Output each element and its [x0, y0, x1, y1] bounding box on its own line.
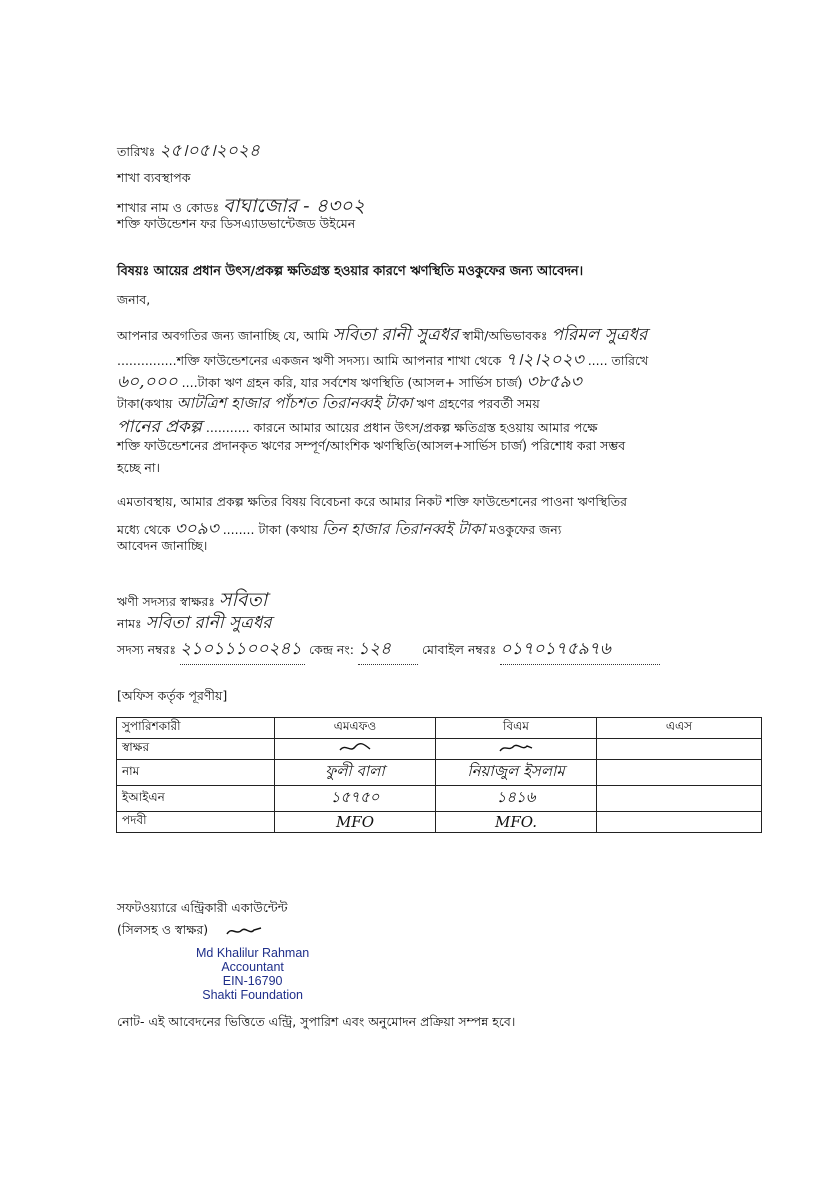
- signature-mark: [497, 742, 535, 754]
- bm-signature: [436, 739, 597, 760]
- loan-amount-handwritten: ৬০,০০০: [117, 372, 178, 392]
- table-row: [117, 786, 762, 812]
- subject: বিষয়ঃ আয়ের প্রধান উৎস/প্রকল্প ক্ষতিগ্রস্ত হওয়ার কারণে ঋণস্থিতি মওকুফের জন্য আবেদন।: [117, 264, 584, 279]
- row-label: পদবী: [117, 812, 275, 833]
- mfo-name: ফুলী বালা: [275, 760, 436, 786]
- borrower-ids-line: [117, 636, 660, 665]
- row-label: ইআইএন: [117, 786, 275, 812]
- branch-value: বাঘাজোর - ৪৩০২: [223, 195, 365, 217]
- applicant-name-handwritten: সবিতা রানী সুত্রধর: [332, 325, 459, 345]
- para1-line1: [117, 322, 647, 350]
- date-line: [117, 138, 260, 166]
- para1-text-a: আপনার অবগতির জন্য জানাচ্ছি যে, আমি: [117, 328, 329, 343]
- project-handwritten: পানের প্রকল্প: [117, 417, 202, 437]
- borrower-signature-label: ঋণী সদস্যর স্বাক্ষরঃ: [117, 594, 215, 609]
- bm-name: নিয়াজুল ইসলাম: [436, 760, 597, 786]
- table-header-cell: বিএম: [436, 718, 597, 739]
- table-row: [117, 760, 762, 786]
- recommendation-table: [116, 717, 762, 833]
- stamp-name: Md Khalilur Rahman: [196, 946, 310, 960]
- para2-line3: আবেদন জানাচ্ছি।: [117, 538, 208, 553]
- loan-date-handwritten: ৭।২।২০২৩: [505, 350, 584, 370]
- borrower-signature: সবিতা: [218, 589, 268, 611]
- accountant-sub: [117, 922, 264, 942]
- table-header-cell: এএস: [597, 718, 762, 739]
- member-number-label: সদস্য নম্বরঃ: [117, 642, 177, 657]
- office-note: [অফিস কর্তৃক পূরণীয়]: [117, 688, 228, 703]
- table-header-row: [117, 718, 762, 739]
- as-signature: [597, 739, 762, 760]
- borrower-name-label: নামঃ: [117, 616, 142, 631]
- as-name: [597, 760, 762, 786]
- mfo-signature: [275, 739, 436, 760]
- table-header-cell: সুপারিশকারী: [117, 718, 275, 739]
- mobile-number: ০১৭০১৭৫৯৭৬: [500, 636, 660, 665]
- table-row: [117, 739, 762, 760]
- footer-note: নোট- এই আবেদনের ভিত্তিতে এন্ট্রি, সুপারিশ এবং অনুমোদন প্রক্রিয়া সম্পন্ন হবে।: [117, 1014, 516, 1029]
- mobile-number-label: মোবাইল নম্বরঃ: [421, 642, 497, 657]
- para2-text-a: মধ্যে থেকে: [117, 522, 171, 537]
- date-label: তারিখঃ: [117, 144, 156, 159]
- stamp-title: Accountant: [221, 960, 284, 974]
- para1-line7: হচ্ছে না।: [117, 460, 160, 475]
- para2-text-c: মওকুফের জন্য: [489, 522, 562, 537]
- stamp-ein: EIN-16790: [222, 974, 283, 988]
- row-label: নাম: [117, 760, 275, 786]
- para1-text-g: ঋণ গ্রহণের পরবর্তী সময়: [416, 396, 540, 411]
- center-number: ১২৪: [358, 636, 418, 665]
- para2-line1: এমতাবস্থায়, আমার প্রকল্প ক্ষতির বিষয় বিবেচনা করে আমার নিকট শক্তি ফাউন্ডেশনের পাওনা ঋণস্থিতির: [117, 494, 628, 509]
- stamp-org: Shakti Foundation: [202, 988, 303, 1002]
- date-value: ২৫।০৫।২০২৪: [159, 141, 260, 161]
- borrower-name-line: [117, 610, 272, 638]
- borrower-name: সবিতা রানী সুত্রধর: [145, 613, 272, 633]
- balance-handwritten: ৩৮৫৯৩: [526, 372, 582, 392]
- para1-line6: শক্তি ফাউন্ডেশনের প্রদানকৃত ঋণের সম্পূর্ণ/আংশিক ঋণস্থিতি(আসল+সার্ভিস চার্জ) পরিশোধ করা সম্ভব: [117, 438, 626, 453]
- waiver-amount-handwritten: ৩০৯৩: [174, 519, 219, 539]
- signature-mark: [336, 742, 374, 754]
- as-ein: [597, 786, 762, 812]
- center-number-label: কেন্দ্র নং:: [309, 642, 354, 657]
- guardian-name-handwritten: পরিমল সুত্রধর: [551, 325, 648, 345]
- para1-text-c: ...............শক্তি ফাউন্ডেশনের একজন ঋণী সদস্য। আমি আপনার শাখা থেকে: [117, 353, 502, 368]
- balance-words-handwritten: আটত্রিশ হাজার পাঁচশত তিরানব্বই টাকা: [176, 394, 413, 412]
- row-label: স্বাক্ষর: [117, 739, 275, 760]
- salutation: জনাব,: [117, 292, 151, 307]
- member-number: ২১০১১১০০২৪১: [180, 636, 305, 665]
- accountant-sub-label: (সিলসহ ও স্বাক্ষর): [117, 922, 209, 937]
- org-name: শক্তি ফাউন্ডেশন ফর ডিসএ্যাডভান্টেজড উইমেন: [117, 216, 356, 231]
- mfo-ein: ১৫৭৫০: [275, 786, 436, 812]
- para1-text-e: ....টাকা ঋণ গ্রহন করি, যার সর্বশেষ ঋণস্থিতি (আসল+ সার্ভিস চার্জ): [181, 375, 523, 390]
- branch-label: শাখার নাম ও কোডঃ: [117, 200, 220, 215]
- bm-designation: MFO.: [436, 812, 597, 833]
- bm-ein: ১৪১৬: [436, 786, 597, 812]
- para1-text-b: স্বামী/অভিভাবকঃ: [462, 328, 548, 343]
- accountant-stamp: [196, 946, 309, 1002]
- para1-text-f: টাকা(কথায়: [117, 396, 173, 411]
- recipient: শাখা ব্যবস্থাপক: [117, 170, 191, 185]
- accountant-title: সফটওয়্যারে এন্ট্রিকারী একাউন্টেন্ট: [117, 900, 288, 915]
- table-header-cell: এমএফও: [275, 718, 436, 739]
- as-designation: [597, 812, 762, 833]
- para1-text-d: ..... তারিখে: [587, 353, 649, 368]
- accountant-signature: [224, 924, 264, 938]
- mfo-designation: MFO: [275, 812, 436, 833]
- table-row: [117, 812, 762, 833]
- para2-text-b: ........ টাকা (কথায়: [222, 522, 318, 537]
- para1-text-h: ........... কারনে আমার আয়ের প্রধান উৎস/প্রকল্প ক্ষতিগ্রস্ত হওয়ায় আমার পক্ষে: [205, 420, 598, 435]
- waiver-words-handwritten: তিন হাজার তিরানব্বই টাকা: [321, 520, 486, 538]
